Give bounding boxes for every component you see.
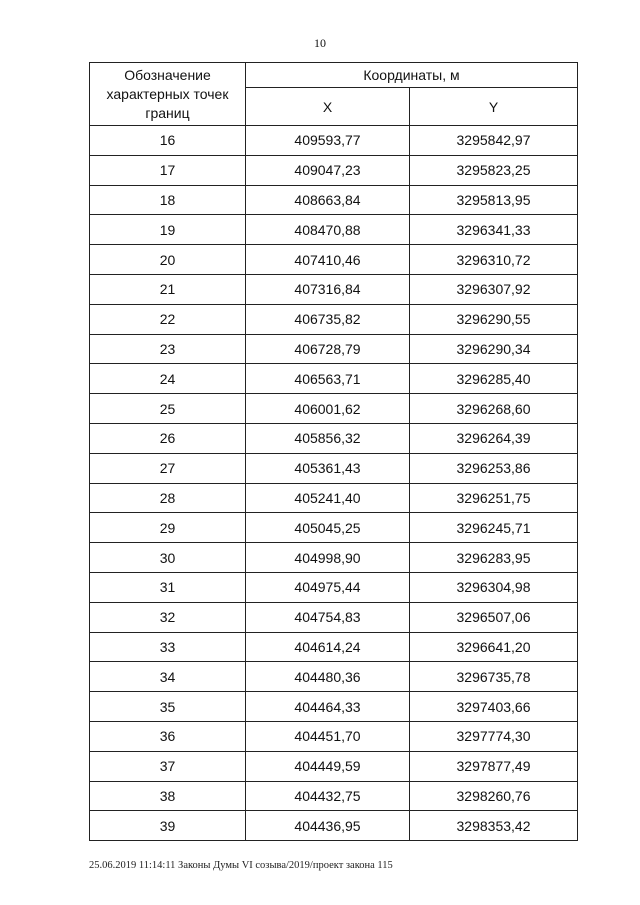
x-cell: 405361,43	[246, 453, 410, 483]
point-cell: 23	[90, 334, 246, 364]
point-cell: 33	[90, 632, 246, 662]
point-cell: 16	[90, 126, 246, 156]
y-cell: 3296310,72	[410, 245, 578, 275]
point-cell: 29	[90, 513, 246, 543]
table-row	[90, 811, 578, 841]
point-cell: 24	[90, 364, 246, 394]
y-cell: 3296264,39	[410, 423, 578, 453]
x-cell: 404451,70	[246, 721, 410, 751]
x-header: X	[246, 88, 410, 126]
point-cell: 37	[90, 751, 246, 781]
table-row	[90, 602, 578, 632]
x-cell: 404436,95	[246, 811, 410, 841]
point-cell: 38	[90, 781, 246, 811]
table-row	[90, 274, 578, 304]
x-cell: 405241,40	[246, 483, 410, 513]
y-cell: 3296253,86	[410, 453, 578, 483]
y-header: Y	[410, 88, 578, 126]
table-row	[90, 751, 578, 781]
table-row	[90, 632, 578, 662]
point-cell: 35	[90, 692, 246, 722]
point-cell: 20	[90, 245, 246, 275]
table-row	[90, 334, 578, 364]
x-cell: 409593,77	[246, 126, 410, 156]
y-cell: 3295813,95	[410, 185, 578, 215]
point-cell: 28	[90, 483, 246, 513]
point-cell: 34	[90, 662, 246, 692]
table-row	[90, 513, 578, 543]
x-cell: 404480,36	[246, 662, 410, 692]
table-header	[90, 63, 578, 126]
y-cell: 3296307,92	[410, 274, 578, 304]
table-row	[90, 304, 578, 334]
table-row	[90, 662, 578, 692]
y-cell: 3298353,42	[410, 811, 578, 841]
y-cell: 3296290,34	[410, 334, 578, 364]
document-footer: 25.06.2019 11:14:11 Законы Думы VI созыва/2019/проект закона 115	[89, 860, 393, 871]
table-body	[90, 126, 578, 841]
point-cell: 25	[90, 394, 246, 424]
y-cell: 3296641,20	[410, 632, 578, 662]
x-cell: 404432,75	[246, 781, 410, 811]
x-cell: 404449,59	[246, 751, 410, 781]
x-cell: 404998,90	[246, 543, 410, 573]
point-cell: 32	[90, 602, 246, 632]
x-cell: 407410,46	[246, 245, 410, 275]
x-cell: 404464,33	[246, 692, 410, 722]
x-cell: 406728,79	[246, 334, 410, 364]
table-row	[90, 394, 578, 424]
y-cell: 3297403,66	[410, 692, 578, 722]
y-cell: 3297877,49	[410, 751, 578, 781]
point-cell: 21	[90, 274, 246, 304]
point-cell: 18	[90, 185, 246, 215]
point-cell: 39	[90, 811, 246, 841]
x-cell: 404975,44	[246, 572, 410, 602]
table-row	[90, 155, 578, 185]
point-cell: 31	[90, 572, 246, 602]
y-cell: 3296251,75	[410, 483, 578, 513]
table-row	[90, 453, 578, 483]
x-cell: 406563,71	[246, 364, 410, 394]
point-cell: 22	[90, 304, 246, 334]
x-cell: 409047,23	[246, 155, 410, 185]
point-cell: 17	[90, 155, 246, 185]
point-cell: 26	[90, 423, 246, 453]
table-row	[90, 185, 578, 215]
x-cell: 404754,83	[246, 602, 410, 632]
y-cell: 3297774,30	[410, 721, 578, 751]
table-row	[90, 215, 578, 245]
table-row	[90, 543, 578, 573]
x-cell: 408663,84	[246, 185, 410, 215]
y-cell: 3295823,25	[410, 155, 578, 185]
designation-header: Обозначение характерных точек границ	[90, 63, 246, 126]
point-cell: 19	[90, 215, 246, 245]
coordinates-header: Координаты, м	[246, 63, 578, 88]
y-cell: 3296268,60	[410, 394, 578, 424]
y-cell: 3296245,71	[410, 513, 578, 543]
x-cell: 405856,32	[246, 423, 410, 453]
table-row	[90, 721, 578, 751]
page-number: 10	[314, 36, 326, 50]
table-row	[90, 245, 578, 275]
y-cell: 3296285,40	[410, 364, 578, 394]
table-row	[90, 781, 578, 811]
y-cell: 3296341,33	[410, 215, 578, 245]
x-cell: 406001,62	[246, 394, 410, 424]
table-row	[90, 364, 578, 394]
coordinates-table	[89, 62, 578, 841]
table-row	[90, 572, 578, 602]
point-cell: 27	[90, 453, 246, 483]
y-cell: 3296735,78	[410, 662, 578, 692]
x-cell: 406735,82	[246, 304, 410, 334]
x-cell: 408470,88	[246, 215, 410, 245]
y-cell: 3296283,95	[410, 543, 578, 573]
y-cell: 3296507,06	[410, 602, 578, 632]
y-cell: 3296290,55	[410, 304, 578, 334]
table-row	[90, 692, 578, 722]
y-cell: 3296304,98	[410, 572, 578, 602]
table-row	[90, 126, 578, 156]
x-cell: 405045,25	[246, 513, 410, 543]
y-cell: 3295842,97	[410, 126, 578, 156]
x-cell: 407316,84	[246, 274, 410, 304]
point-cell: 30	[90, 543, 246, 573]
table-row	[90, 483, 578, 513]
point-cell: 36	[90, 721, 246, 751]
table-row	[90, 423, 578, 453]
y-cell: 3298260,76	[410, 781, 578, 811]
x-cell: 404614,24	[246, 632, 410, 662]
